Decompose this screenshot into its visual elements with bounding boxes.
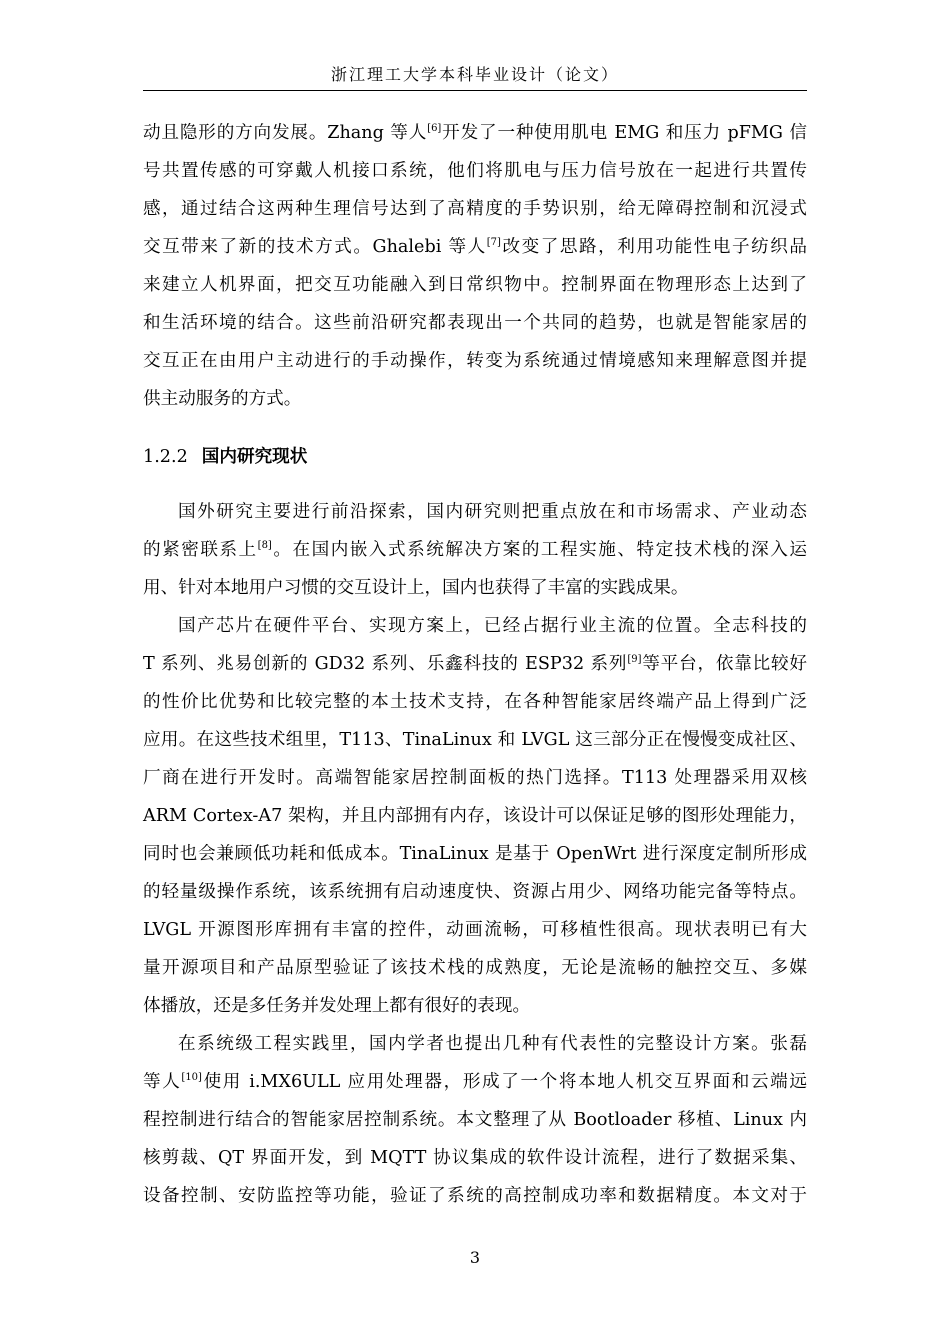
paragraph-line: 国外研究主要进行前沿探索，国内研究则把重点放在和市场需求、产业动态 bbox=[178, 502, 807, 522]
paragraph-line: 等人[10]使用 i.MX6ULL 应用处理器，形成了一个将本地人机交互界面和云端远 bbox=[143, 1072, 807, 1092]
paragraph-line: 供主动服务的方式。 bbox=[143, 389, 302, 409]
header-divider bbox=[143, 90, 807, 91]
paragraph-line: 在系统级工程实践里，国内学者也提出几种有代表性的完整设计方案。张磊 bbox=[178, 1034, 807, 1054]
paragraph-line: 量开源项目和产品原型验证了该技术栈的成熟度，无论是流畅的触控交互、多媒 bbox=[143, 958, 807, 978]
paragraph-line: 程控制进行结合的智能家居控制系统。本文整理了从 Bootloader 移植、Linux 内 bbox=[143, 1110, 807, 1130]
paragraph-line: 国产芯片在硬件平台、实现方案上，已经占据行业主流的位置。全志科技的 bbox=[178, 616, 807, 636]
running-header: 浙江理工大学本科毕业设计（论文） bbox=[330, 65, 619, 84]
paragraph-line: 的紧密联系上[8]。在国内嵌入式系统解决方案的工程实施、特定技术栈的深入运 bbox=[143, 540, 807, 560]
citation: [10] bbox=[181, 1072, 202, 1083]
paragraph-line: 核剪裁、QT 界面开发，到 MQTT 协议集成的软件设计流程，进行了数据采集、 bbox=[143, 1148, 807, 1168]
paragraph-line: 和生活环境的结合。这些前沿研究都表现出一个共同的趋势，也就是智能家居的 bbox=[143, 313, 807, 333]
section-number: 1.2.2 bbox=[143, 447, 188, 467]
citation: [9] bbox=[627, 654, 642, 665]
citation: [8] bbox=[257, 540, 272, 551]
citation: [6] bbox=[427, 123, 442, 134]
paragraph-line: ARM Cortex-A7 架构，并且内部拥有内存，该设计可以保证足够的图形处理能力， bbox=[143, 806, 807, 826]
paragraph-line: 同时也会兼顾低功耗和低成本。TinaLinux 是基于 OpenWrt 进行深度定制所形成 bbox=[143, 844, 807, 864]
paragraph-line: 动且隐形的方向发展。Zhang 等人[6]开发了一种使用肌电 EMG 和压力 pFMG 信 bbox=[143, 123, 808, 143]
paragraph-line: 号共置传感的可穿戴人机接口系统，他们将肌电与压力信号放在一起进行共置传 bbox=[143, 161, 807, 181]
paragraph-line: 应用。在这些技术组里，T113、TinaLinux 和 LVGL 这三部分正在慢慢变成社区、 bbox=[143, 730, 807, 750]
paragraph-line: 体播放，还是多任务并发处理上都有很好的表现。 bbox=[143, 996, 531, 1016]
page-number: 3 bbox=[469, 1248, 481, 1267]
paragraph-line: 交互带来了新的技术方式。Ghalebi 等人[7]改变了思路，利用功能性电子纺织品 bbox=[143, 237, 807, 257]
paragraph-line: 厂商在进行开发时。高端智能家居控制面板的热门选择。T113 处理器采用双核 bbox=[143, 768, 807, 788]
paragraph-line: 来建立人机界面，把交互功能融入到日常织物中。控制界面在物理形态上达到了 bbox=[143, 275, 807, 295]
paragraph-line: 的轻量级操作系统，该系统拥有启动速度快、资源占用少、网络功能完备等特点。 bbox=[143, 882, 807, 902]
paragraph-line: 的性价比优势和比较完整的本土技术支持，在各种智能家居终端产品上得到广泛 bbox=[143, 692, 807, 712]
citation: [7] bbox=[486, 237, 501, 248]
paragraph-line: 感，通过结合这两种生理信号达到了高精度的手势识别，给无障碍控制和沉浸式 bbox=[143, 199, 807, 219]
paragraph-line: LVGL 开源图形库拥有丰富的控件，动画流畅，可移植性很高。现状表明已有大 bbox=[143, 920, 807, 940]
paragraph-line: 交互正在由用户主动进行的手动操作，转变为系统通过情境感知来理解意图并提 bbox=[143, 351, 807, 371]
section-title: 国内研究现状 bbox=[201, 447, 308, 467]
paragraph-line: T 系列、兆易创新的 GD32 系列、乐鑫科技的 ESP32 系列[9]等平台，依靠比较好 bbox=[143, 654, 807, 674]
paragraph-line: 设备控制、安防监控等功能，验证了系统的高控制成功率和数据精度。本文对于 bbox=[143, 1186, 807, 1206]
paragraph-line: 用、针对本地用户习惯的交互设计上，国内也获得了丰富的实践成果。 bbox=[143, 578, 689, 598]
section-heading bbox=[143, 443, 307, 468]
